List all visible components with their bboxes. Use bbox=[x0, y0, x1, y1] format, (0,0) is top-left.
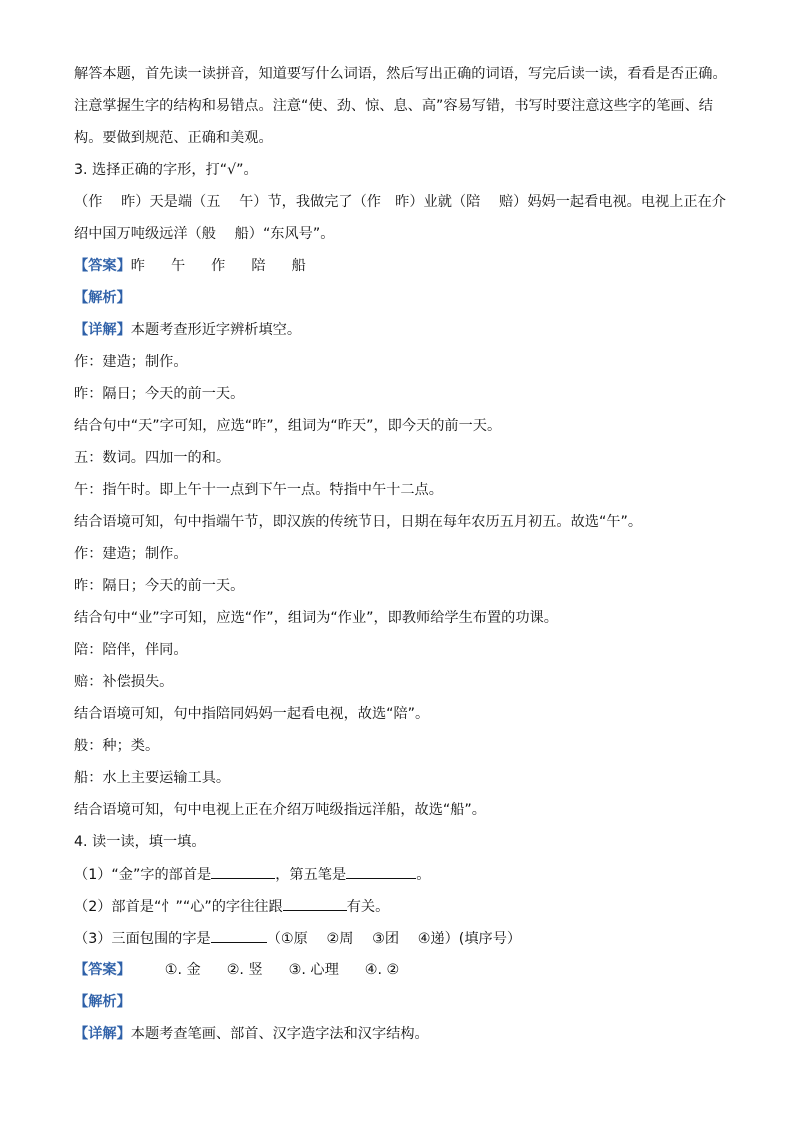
q4-answer bbox=[74, 960, 399, 980]
q4-sub-1-text-c: 。 bbox=[416, 867, 431, 883]
explain-line: 赔：补偿损失。 bbox=[74, 674, 174, 690]
q3-sentence-1: （作 昨）天是端（五 午）节，我做完了（作 昨）业就（陪 赔）妈妈一起看电视。电视上正在介 bbox=[74, 194, 726, 210]
q4-answer-2: ②. 竖 bbox=[226, 962, 263, 978]
q4-sub-2-text-b: 有关。 bbox=[346, 899, 390, 915]
explain-line: 作：建造；制作。 bbox=[74, 354, 188, 370]
q4-answer-3: ③. 心理 bbox=[288, 962, 339, 978]
intro-line-3: 构。要做到规范、正确和美观。 bbox=[74, 130, 273, 146]
q4-title: 4. 读一读，填一填。 bbox=[74, 834, 206, 850]
explain-line: 五：数词。四加一的和。 bbox=[74, 450, 231, 466]
q3-title: 3. 选择正确的字形，打“√”。 bbox=[74, 162, 258, 178]
q4-detail bbox=[74, 1024, 429, 1044]
q3-answer-3: 作 bbox=[211, 258, 226, 274]
explain-line: 船：水上主要运输工具。 bbox=[74, 770, 231, 786]
explain-line: 陪：陪伴，伴同。 bbox=[74, 642, 188, 658]
q4-analysis-tag: 【解析】 bbox=[74, 994, 131, 1010]
q3-answer-1: 昨 bbox=[130, 258, 145, 274]
answer-tag: 【答案】 bbox=[74, 258, 131, 274]
explain-line: 结合语境可知，句中电视上正在介绍万吨级指远洋船，故选“船”。 bbox=[74, 802, 486, 818]
answer-blank bbox=[211, 928, 267, 943]
q3-answer-2: 午 bbox=[170, 258, 186, 274]
q3-analysis-tag: 【解析】 bbox=[74, 290, 131, 306]
q4-sub-2-text-a: （2）部首是“忄”“心”的字往往跟 bbox=[74, 899, 283, 915]
answer-blank bbox=[283, 896, 347, 911]
detail-tag: 【详解】 bbox=[74, 322, 131, 338]
q4-sub-3-text-a: （3）三面包围的字是 bbox=[74, 931, 211, 947]
detail-tag: 【详解】 bbox=[74, 1026, 131, 1042]
intro-line-2: 注意掌握生字的结构和易错点。注意“使、劲、惊、息、高”容易写错，书写时要注意这些字的笔画、结 bbox=[74, 98, 713, 114]
q3-answer bbox=[74, 256, 306, 276]
q3-detail bbox=[74, 320, 301, 340]
answer-tag: 【答案】 bbox=[74, 962, 131, 978]
q4-sub-1-text-b: ，第五笔是 bbox=[275, 867, 347, 883]
explain-line: 午：指午时。即上午十一点到下午一点。特指中午十二点。 bbox=[74, 482, 443, 498]
explain-line: 昨：隔日；今天的前一天。 bbox=[74, 578, 245, 594]
answer-blank bbox=[211, 864, 275, 879]
explain-line: 结合语境可知，句中指端午节，即汉族的传统节日，日期在每年农历五月初五。故选“午”。 bbox=[74, 514, 643, 530]
q3-answer-5: 船 bbox=[291, 258, 306, 274]
explain-line: 结合语境可知，句中指陪同妈妈一起看电视，故选“陪”。 bbox=[74, 706, 430, 722]
q4-sub-3-text-b: （①原 ②周 ③团 ④递）(填序号） bbox=[266, 931, 522, 947]
q3-sentence-2: 绍中国万吨级远洋（般 船）“东风号”。 bbox=[74, 226, 335, 242]
q4-sub-1 bbox=[74, 864, 430, 885]
q4-sub-1-text-a: （1）“金”字的部首是 bbox=[74, 867, 212, 883]
explain-line: 作：建造；制作。 bbox=[74, 546, 188, 562]
explain-line: 般：种；类。 bbox=[74, 738, 160, 754]
q4-answer-4: ④. ② bbox=[364, 962, 400, 978]
explain-line: 结合句中“天”字可知，应选“昨”，组词为“昨天”，即今天的前一天。 bbox=[74, 418, 502, 434]
intro-line-1: 解答本题，首先读一读拼音，知道要写什么词语，然后写出正确的词语，写完后读一读，看看是否正确。 bbox=[74, 66, 727, 82]
explain-line: 昨：隔日；今天的前一天。 bbox=[74, 386, 245, 402]
explain-line: 结合句中“业”字可知，应选“作”，组词为“作业”，即教师给学生布置的功课。 bbox=[74, 610, 558, 626]
q4-sub-2 bbox=[74, 896, 389, 917]
q4-detail-intro: 本题考查笔画、部首、汉字造字法和汉字结构。 bbox=[130, 1026, 429, 1042]
q3-detail-intro: 本题考查形近字辨析填空。 bbox=[130, 322, 302, 338]
answer-blank bbox=[346, 864, 416, 879]
q3-answer-4: 陪 bbox=[251, 258, 266, 274]
q4-answer-1: ①. 金 bbox=[164, 962, 201, 978]
q4-sub-3 bbox=[74, 928, 521, 949]
